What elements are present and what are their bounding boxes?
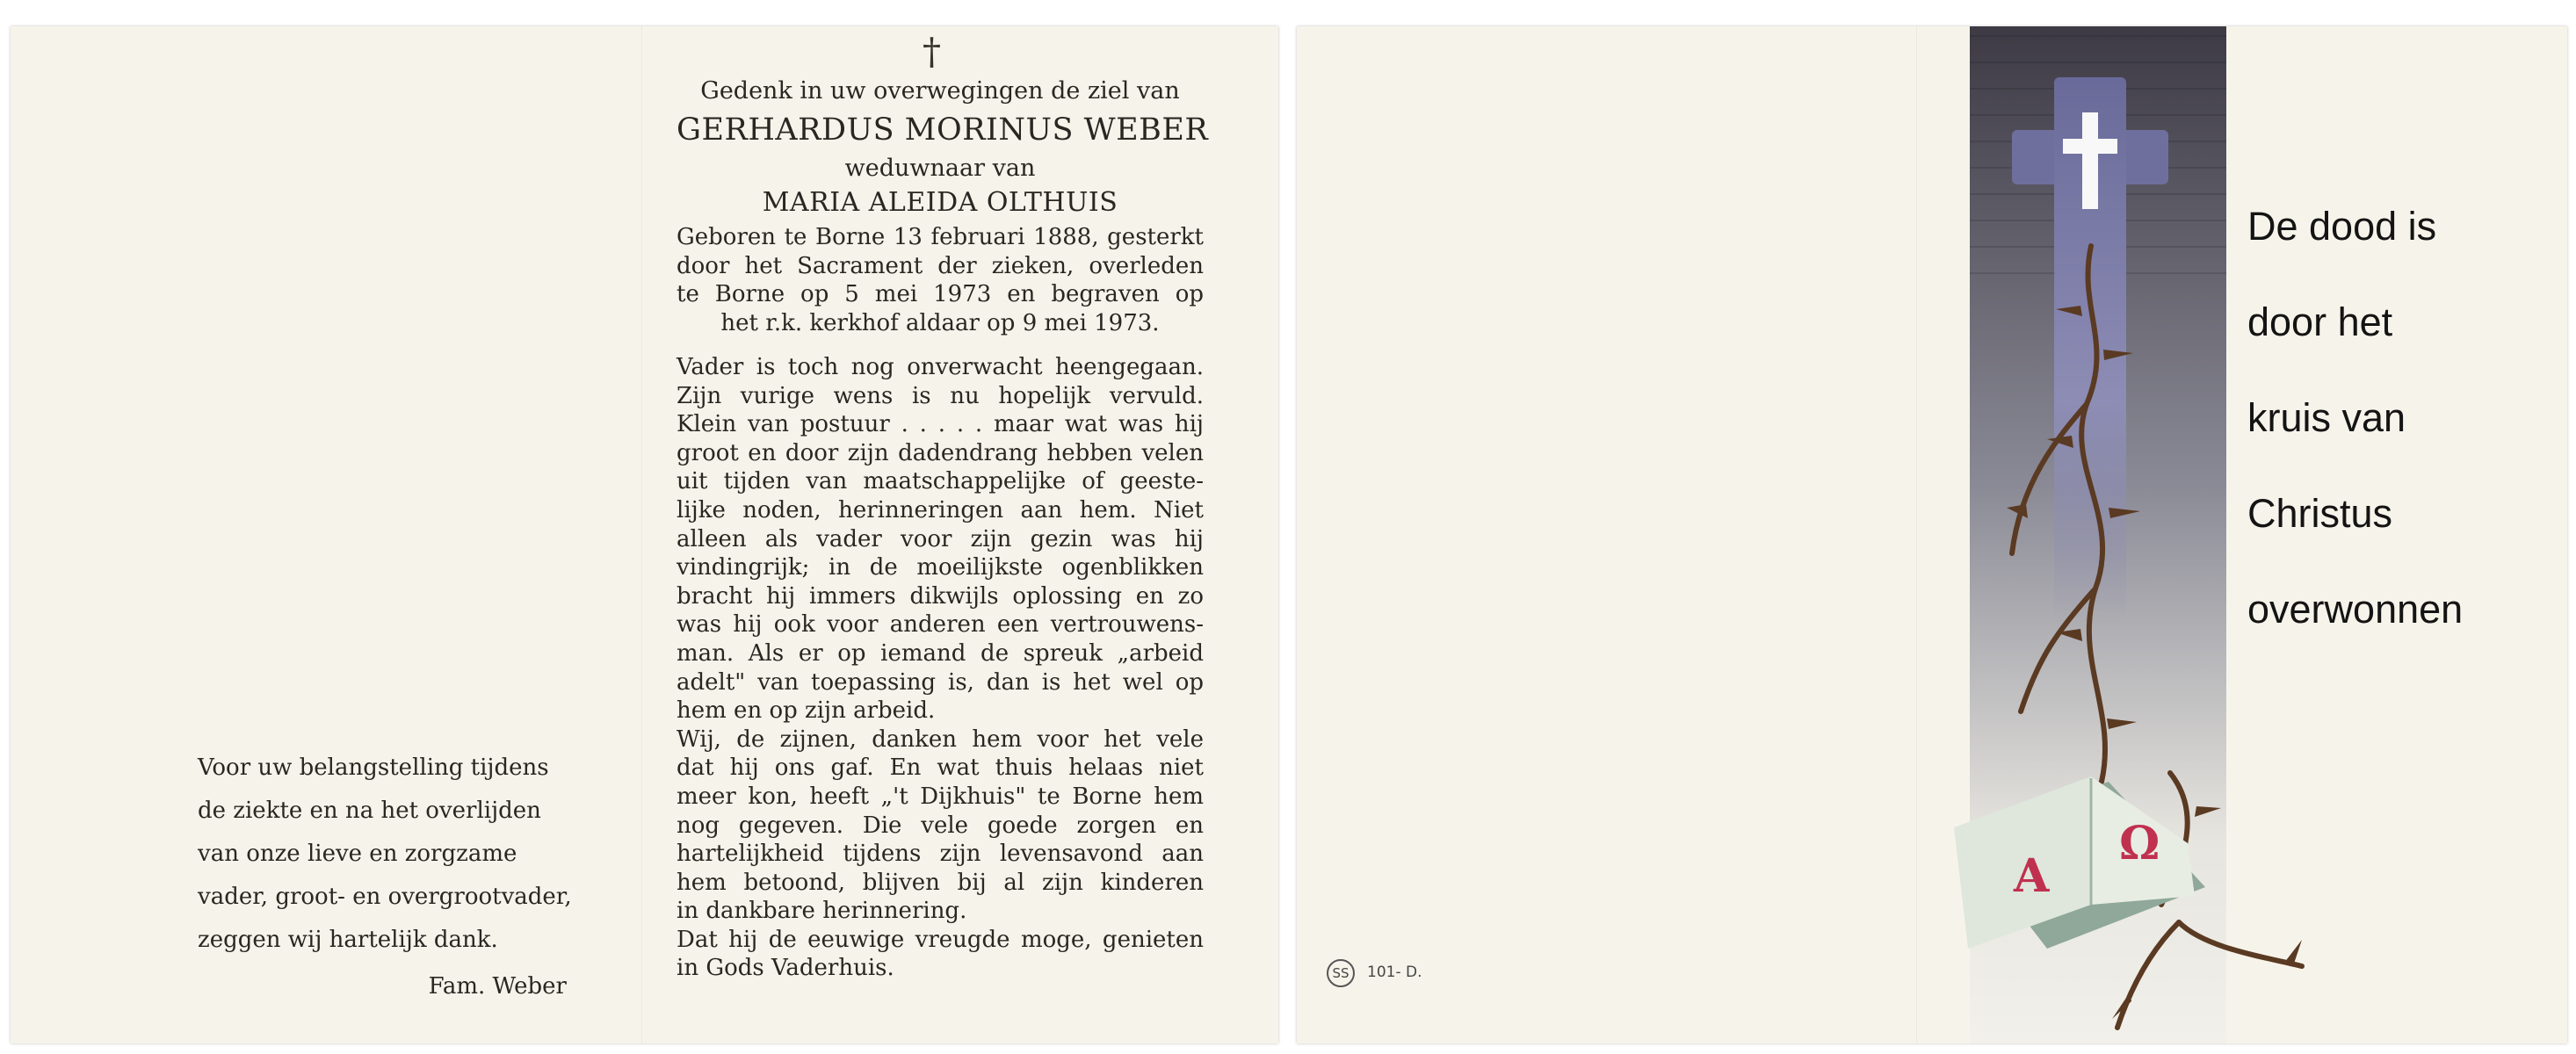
memorial-line: lijke noden, herinneringen aan hem. Niet [677, 496, 1204, 523]
thanks-line: de ziekte en na het overlijden [198, 798, 541, 824]
memorial-line: vindingrijk; in de moeilijkste ogenblikken [677, 554, 1204, 581]
memorial-line: bracht hij immers dikwijls oplossing en zo [677, 582, 1204, 610]
memorial-line: Dat hij de eeuwige vreugde moge, genieten [677, 926, 1204, 953]
thanks-line: van onze lieve en zorgzame [198, 841, 517, 867]
print-code: 101- D. [1367, 964, 1422, 981]
memorial-line: in Gods Vaderhuis. [677, 955, 894, 982]
deceased-name: GERHARDUS MORINUS WEBER [677, 112, 1209, 148]
memorial-line: hem betoond, blijven bij al zijn kinderen [677, 869, 1204, 896]
birth-line: door het Sacrament der zieken, overleden [677, 252, 1204, 279]
motto-line: overwonnen [2247, 587, 2464, 632]
cross-icon: † [923, 30, 941, 73]
memorial-line: alleen als vader voor zijn gezin was hij [677, 525, 1204, 552]
birth-death-details [677, 223, 1204, 337]
memorial-line: Wij, de zijnen, danken hem voor het vele [677, 726, 1204, 753]
memorial-line: Vader is toch nog onverwacht heengegaan. [677, 354, 1204, 380]
memorial-line: meer kon, heeft „'t Dijkhuis" te Borne hem [677, 783, 1204, 810]
memorial-line: dat hij ons gaf. En wat thuis helaas niet [677, 754, 1204, 782]
spouse-name: MARIA ALEIDA OLTHUIS [762, 187, 1118, 218]
memorial-line: uit tijden van maatschappelijke of geeste- [677, 468, 1204, 495]
family-signature: Fam. Weber [428, 973, 567, 1000]
publisher-logo: SS [1327, 959, 1355, 987]
omega-letter: Ω [2119, 817, 2160, 870]
birth-line: Geboren te Borne 13 februari 1888, gesterkt [677, 224, 1204, 250]
motto-line: kruis van [2247, 395, 2406, 440]
memorial-line: groot en door zijn dadendrang hebben velen [677, 439, 1204, 466]
thanks-message [198, 747, 572, 1008]
thanks-line: zeggen wij hartelijk dank. [198, 927, 498, 953]
memorial-line: man. Als er op iemand de spreuk „arbeid [677, 639, 1204, 667]
birth-line: het r.k. kerkhof aldaar op 9 mei 1973. [720, 309, 1160, 336]
memorial-line: nog gegeven. Die vele goede zorgen en [677, 812, 1204, 839]
motto-text [2247, 178, 2537, 657]
alpha-letter: A [2014, 849, 2050, 903]
card-fold [641, 26, 643, 1043]
motto-line: De dood is [2247, 204, 2437, 249]
thanks-line: vader, groot- en overgrootvader, [198, 884, 572, 910]
memorial-text [677, 353, 1204, 983]
memorial-line: hem en op zijn arbeid. [677, 697, 936, 725]
memorial-line: was hij ook voor anderen een vertrouwens- [677, 611, 1204, 639]
memorial-line: in dankbare herinnering. [677, 898, 967, 925]
memorial-intro: Gedenk in uw overwegingen de ziel van [700, 77, 1180, 105]
memorial-line: hartelijkheid tijdens zijn levensavond aan [677, 841, 1204, 868]
memorial-line: adelt" van toepassing is, dan is het wel op [677, 668, 1204, 696]
memorial-line: Zijn vurige wens is nu hopelijk vervuld. [677, 382, 1204, 409]
motto-line: Christus [2247, 491, 2393, 536]
relation-text: weduwnaar van [844, 155, 1036, 182]
thanks-line: Voor uw belangstelling tijdens [198, 754, 549, 781]
memorial-line: Klein van postuur . . . . . maar wat was hij [677, 411, 1204, 438]
birth-line: te Borne op 5 mei 1973 en begraven op [677, 281, 1204, 308]
motto-line: door het [2247, 300, 2393, 344]
